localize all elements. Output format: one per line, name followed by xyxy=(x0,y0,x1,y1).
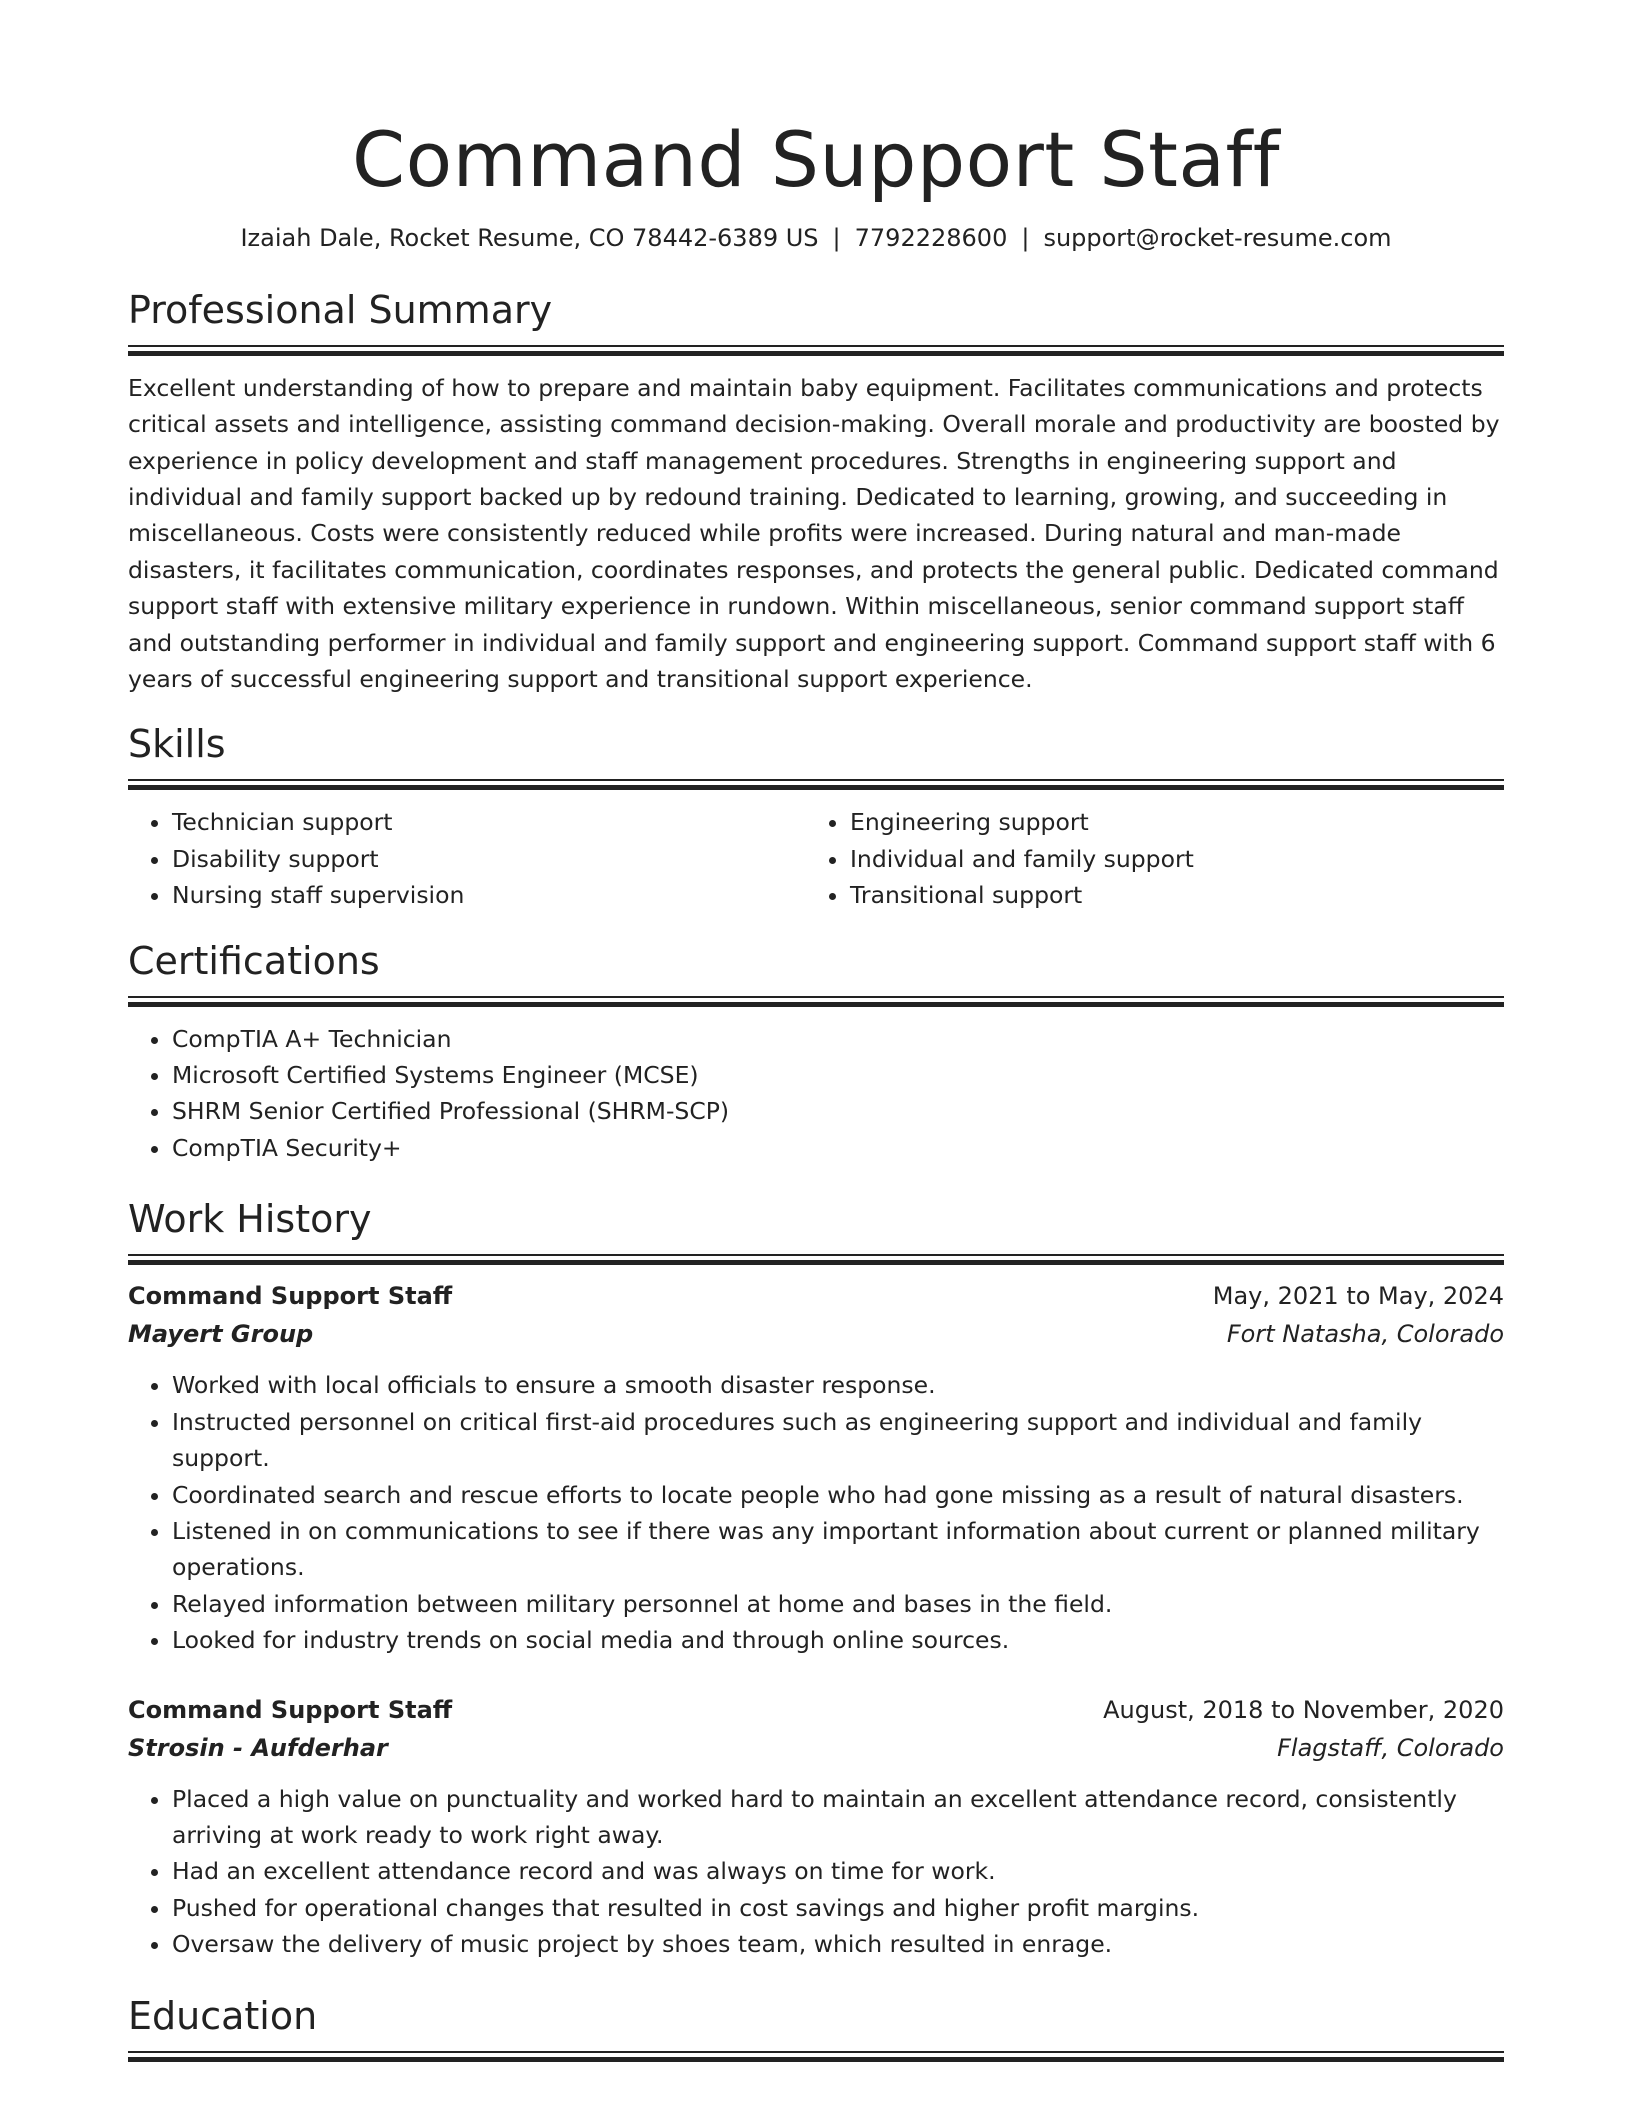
education-section xyxy=(128,1993,1504,2062)
contact-email: support@rocket-resume.com xyxy=(1043,224,1392,252)
resume-name: Command Support Staff xyxy=(352,115,1280,204)
job-dates: May, 2021 to May, 2024 xyxy=(1212,1282,1504,1311)
job-subheader xyxy=(128,1315,1504,1353)
job-dates: August, 2018 to November, 2020 xyxy=(1103,1695,1504,1724)
certification-item: • CompTIA Security+ xyxy=(172,1130,1504,1166)
certifications-list xyxy=(128,1021,1504,1167)
job-location: Fort Natasha, Colorado xyxy=(1226,1320,1504,1349)
job-title: Command Support Staff xyxy=(128,1282,453,1311)
job-bullet: • Had an excellent attendance record and was always on time for work. xyxy=(172,1853,1504,1889)
job-header xyxy=(128,1691,1504,1729)
contact-separator: | xyxy=(1021,224,1030,252)
job-bullet: • Coordinated search and rescue efforts to locate people who had gone missing as a result of natural disasters. xyxy=(172,1477,1504,1513)
certification-item: • Microsoft Certified Systems Engineer (MCSE) xyxy=(172,1057,1504,1093)
job-bullet: • Relayed information between military personnel at home and bases in the field. xyxy=(172,1586,1504,1622)
skills-section xyxy=(128,722,1504,913)
job-bullet: • Placed a high value on punctuality and worked hard to maintain an excellent attendance record, consistently arriving at work ready to work right away. xyxy=(172,1781,1504,1854)
resume-page xyxy=(128,0,1504,2076)
skill-item: • Nursing staff supervision xyxy=(172,877,806,913)
job-entry xyxy=(128,1277,1504,1658)
skill-item: • Engineering support xyxy=(850,804,1504,840)
job-title: Command Support Staff xyxy=(128,1695,453,1724)
section-divider xyxy=(128,345,1504,356)
contact-address: Izaiah Dale, Rocket Resume, CO 78442-6389 US xyxy=(240,224,819,252)
work-history-section xyxy=(128,1197,1504,1962)
skills-list-left xyxy=(128,804,806,913)
skill-item: • Individual and family support xyxy=(850,841,1504,877)
skills-list-right xyxy=(806,804,1504,913)
job-header xyxy=(128,1277,1504,1315)
skill-item: • Disability support xyxy=(172,841,806,877)
certification-item: • CompTIA A+ Technician xyxy=(172,1021,1504,1057)
job-location: Flagstaff, Colorado xyxy=(1277,1733,1504,1762)
job-bullets xyxy=(128,1367,1504,1658)
job-bullet: • Worked with local officials to ensure a smooth disaster response. xyxy=(172,1367,1504,1403)
section-divider xyxy=(128,996,1504,1007)
section-title-summary: Professional Summary xyxy=(128,287,553,332)
job-bullet: • Listened in on communications to see if there was any important information about current or planned military operations. xyxy=(172,1513,1504,1586)
job-company: Mayert Group xyxy=(128,1320,314,1349)
job-bullet: • Pushed for operational changes that resulted in cost savings and higher profit margins. xyxy=(172,1890,1504,1926)
section-title-education: Education xyxy=(128,1993,318,2038)
job-bullets xyxy=(128,1781,1504,1963)
certification-item: • SHRM Senior Certified Professional (SHRM-SCP) xyxy=(172,1093,1504,1129)
skills-grid xyxy=(128,804,1504,913)
contact-line xyxy=(128,224,1504,253)
job-entry xyxy=(128,1691,1504,1963)
certifications-section xyxy=(128,938,1504,1167)
section-divider xyxy=(128,2051,1504,2062)
section-title-certifications: Certifications xyxy=(128,938,380,983)
contact-phone: 7792228600 xyxy=(854,224,1008,252)
skill-item: • Transitional support xyxy=(850,877,1504,913)
summary-text: Excellent understanding of how to prepare and maintain baby equipment. Facilitates communications and protects critical assets and intelligence, assisting command decision-making. Overall morale and productivity are boosted by experience in policy development and staff management procedures. Strengths in engineering support and individual and family support backed up by redound training. Dedicated to learning, growing, and succeeding in miscellaneous. Costs were consistently reduced while profits were increased. During natural and man-made disasters, it facilitates communication, coordinates responses, and protects the general public. Dedicated command support staff with extensive military experience in rundown. Within miscellaneous, senior command support staff and outstanding performer in individual and family support and engineering support. Command support staff with 6 years of successful engineering support and transitional support experience. xyxy=(128,373,1500,694)
section-title-work-history: Work History xyxy=(128,1197,372,1242)
job-bullet: • Instructed personnel on critical first-aid procedures such as engineering support and individual and family support. xyxy=(172,1404,1504,1477)
job-bullet: • Oversaw the delivery of music project by shoes team, which resulted in enrage. xyxy=(172,1926,1504,1962)
job-company: Strosin - Aufderhar xyxy=(128,1733,388,1762)
contact-separator: | xyxy=(832,224,841,252)
section-divider xyxy=(128,779,1504,790)
skill-item: • Technician support xyxy=(172,804,806,840)
section-divider xyxy=(128,1254,1504,1265)
summary-section xyxy=(128,287,1504,698)
section-title-skills: Skills xyxy=(128,722,226,767)
job-subheader xyxy=(128,1729,1504,1767)
job-bullet: • Looked for industry trends on social media and through online sources. xyxy=(172,1622,1504,1658)
